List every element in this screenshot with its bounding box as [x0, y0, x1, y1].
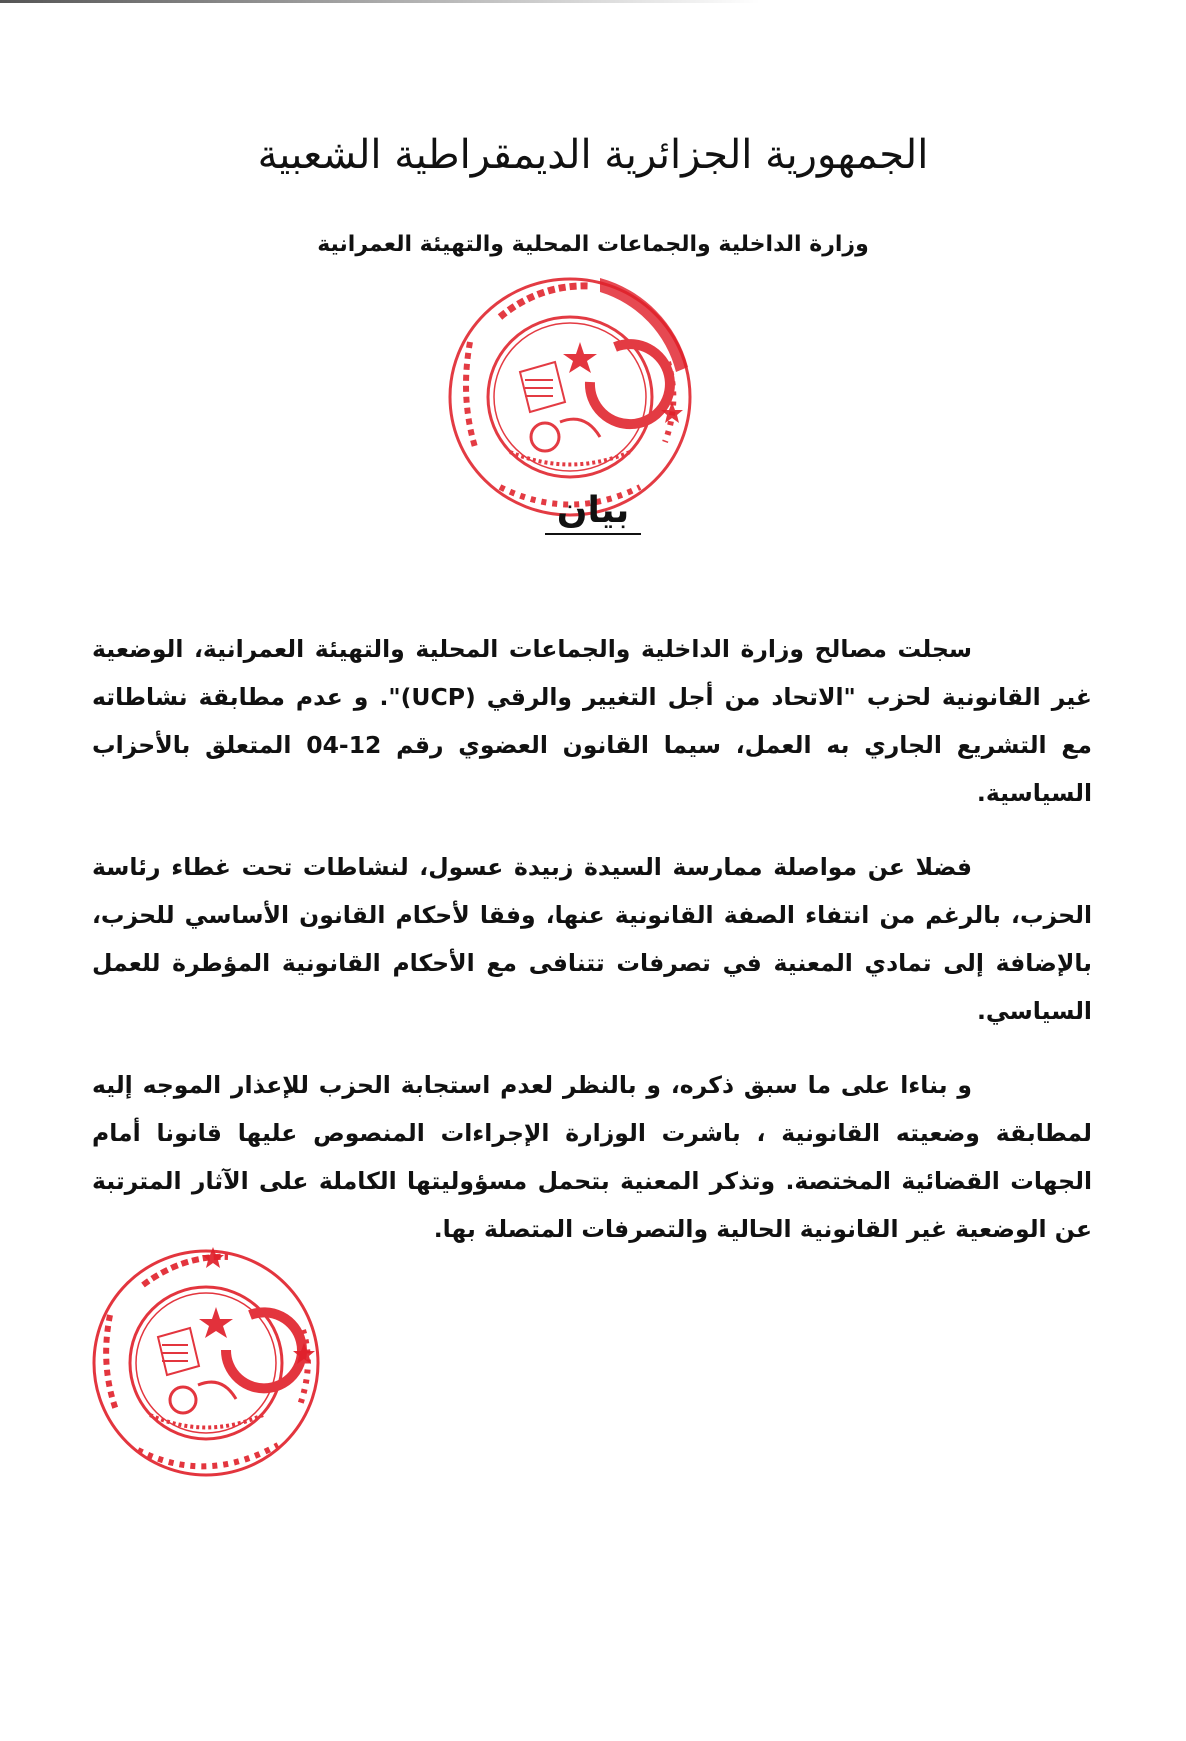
scan-edge	[0, 0, 760, 3]
statement-body	[92, 625, 1092, 1279]
document-title-text: بيان	[545, 490, 641, 535]
republic-heading: الجمهورية الجزائرية الديمقراطية الشعبية	[257, 132, 929, 178]
official-stamp-top-icon	[440, 272, 700, 522]
paragraph-2: فضلا عن مواصلة ممارسة السيدة زبيدة عسول، لنشاطات تحت غطاء رئاسة الحزب، بالرغم من انتفاء الصفة القانونية عنها، وفقا لأحكام القانون الأساسي للحزب، بالإضافة إلى تمادي المعنية في تصرفات تتنافى مع الأحكام القانونية المؤطرة للعمل السياسي.	[92, 853, 1092, 1025]
paragraph-1: سجلت مصالح وزارة الداخلية والجماعات المحلية والتهيئة العمرانية، الوضعية غير القانونية لحزب "الاتحاد من أجل التغيير والرقي (UCP)". و عدم مطابقة نشاطاته مع التشريع الجاري به العمل، سيما القانون العضوي رقم 12-04 المتعلق بالأحزاب السياسية.	[92, 635, 1092, 807]
ministry-heading: وزارة الداخلية والجماعات المحلية والتهيئة العمرانية	[317, 232, 869, 257]
paragraph-3: و بناءا على ما سبق ذكره، و بالنظر لعدم استجابة الحزب للإعذار الموجه إليه لمطابقة وضعيته القانونية ، باشرت الوزارة الإجراءات المنصوص عليها قانونا أمام الجهات القضائية المختصة. وتذكر المعنية بتحمل مسؤوليتها الكاملة على الآثار المترتبة عن الوضعية غير القانونية الحالية والتصرفات المتصلة بها.	[92, 1071, 1092, 1243]
official-stamp-bottom-icon	[88, 1245, 328, 1480]
document-title	[0, 490, 1186, 531]
